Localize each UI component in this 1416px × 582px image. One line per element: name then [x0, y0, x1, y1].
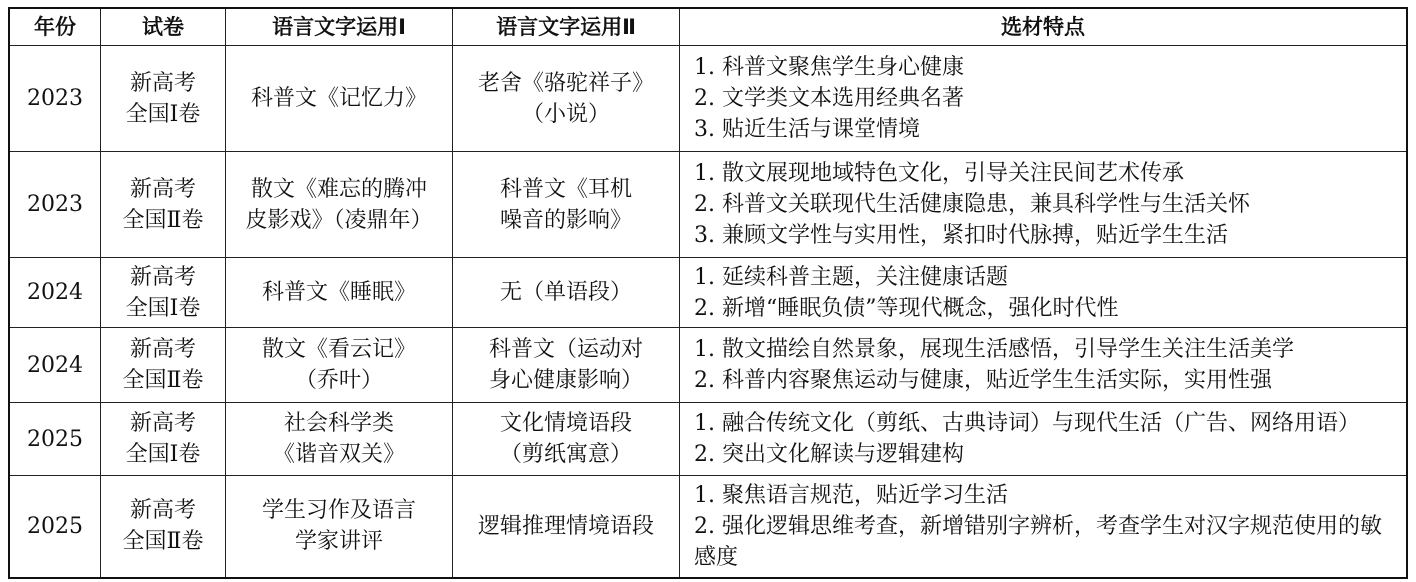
text2-line: 文化情境语段: [499, 411, 632, 436]
features-cell: [680, 328, 1408, 403]
paper-cell: [101, 476, 226, 578]
table-row: [9, 476, 1407, 578]
paper-line: 全国Ⅰ卷: [125, 101, 201, 127]
year-cell: 2023: [9, 152, 101, 258]
text1-cell: [226, 476, 453, 578]
table-row: [9, 258, 1407, 328]
header-paper: 试卷: [101, 8, 226, 46]
text2-line: 科普文（运动对: [488, 337, 643, 362]
text2-cell: [453, 403, 680, 476]
text1-line: 散文《难忘的腾冲: [250, 176, 427, 202]
text1-cell: [226, 328, 453, 403]
text2-line: 无（单语段）: [499, 280, 632, 305]
text2-line: （剪纸寓意）: [499, 442, 632, 467]
text2-line: 身心健康影响）: [488, 368, 643, 393]
feature-item: 1. 散文展现地域特色文化，引导关注民间艺术传承: [694, 161, 1184, 186]
paper-cell: [101, 46, 226, 152]
paper-cell: [101, 152, 226, 258]
header-year: 年份: [9, 8, 101, 46]
text2-cell: [453, 46, 680, 152]
text2-line: 噪音的影响》: [499, 207, 632, 233]
text2-cell: [453, 152, 680, 258]
text1-cell: [226, 403, 453, 476]
features-cell: [680, 258, 1408, 328]
feature-item: 3. 贴近生活与课堂情境: [694, 117, 920, 142]
table-row: [9, 152, 1407, 258]
exam-material-table: [8, 7, 1408, 579]
text1-line: 《谐音双关》: [272, 442, 405, 467]
paper-cell: [101, 258, 226, 328]
features-cell: [680, 152, 1408, 258]
paper-cell: [101, 328, 226, 403]
text2-cell: [453, 258, 680, 328]
text1-line: 学家讲评: [294, 529, 383, 555]
paper-line: 全国Ⅱ卷: [122, 207, 204, 233]
text1-line: 科普文《睡眠》: [261, 280, 416, 305]
features-cell: [680, 476, 1408, 578]
paper-line: 新高考: [129, 70, 196, 96]
header-features: 选材特点: [680, 8, 1408, 46]
feature-item: 1. 散文描绘自然景象，展现生活感悟，引导学生关注生活美学: [694, 337, 1294, 362]
feature-item: 1. 融合传统文化（剪纸、古典诗词）与现代生活（广告、网络用语）: [694, 411, 1360, 436]
feature-item: 1. 延续科普主题，关注健康话题: [694, 264, 1008, 290]
text1-line: （乔叶）: [294, 368, 383, 393]
header-text2: 语言文字运用Ⅱ: [453, 8, 680, 46]
feature-item: 1. 聚焦语言规范，贴近学习生活: [694, 482, 1008, 508]
feature-item: 3. 兼顾文学性与实用性，紧扣时代脉搏，贴近学生生活: [694, 223, 1228, 248]
text2-line: 科普文《耳机: [499, 176, 632, 202]
paper-line: 新高考: [129, 264, 196, 290]
year-cell: 2023: [9, 46, 101, 152]
text1-line: 社会科学类: [283, 411, 394, 436]
paper-line: 新高考: [129, 498, 196, 524]
year-cell: 2025: [9, 403, 101, 476]
paper-line: 新高考: [129, 176, 196, 202]
features-cell: [680, 403, 1408, 476]
header-row: [9, 8, 1407, 46]
feature-item: 1. 科普文聚焦学生身心健康: [694, 55, 964, 80]
text1-line: 皮影戏》（凌鼎年）: [245, 207, 433, 233]
paper-line: 全国Ⅰ卷: [125, 442, 201, 467]
feature-item: 2. 强化逻辑思维考查，新增错别字辨析，考查学生对汉字规范使用的敏感度: [694, 513, 1382, 570]
feature-item: 2. 突出文化解读与逻辑建构: [694, 442, 964, 467]
paper-cell: [101, 403, 226, 476]
feature-item: 2. 新增“睡眠负债”等现代概念，强化时代性: [694, 295, 1119, 321]
features-cell: [680, 46, 1408, 152]
paper-line: 全国Ⅱ卷: [122, 368, 204, 393]
table-row: [9, 46, 1407, 152]
paper-line: 新高考: [129, 337, 196, 362]
paper-line: 新高考: [129, 411, 196, 436]
text2-cell: [453, 476, 680, 578]
text1-line: 散文《看云记》: [261, 337, 416, 362]
header-text1: 语言文字运用Ⅰ: [226, 8, 453, 46]
year-cell: 2024: [9, 328, 101, 403]
text2-line: 老舍《骆驼祥子》: [477, 70, 654, 96]
year-cell: 2025: [9, 476, 101, 578]
table-row: [9, 328, 1407, 403]
feature-item: 2. 科普内容聚焦运动与健康，贴近学生生活实际，实用性强: [694, 368, 1272, 393]
feature-item: 2. 文学类文本选用经典名著: [694, 86, 964, 111]
text1-cell: [226, 152, 453, 258]
text2-line: 逻辑推理情境语段: [477, 513, 654, 539]
year-cell: 2024: [9, 258, 101, 328]
text1-line: 科普文《记忆力》: [250, 86, 427, 111]
paper-line: 全国Ⅱ卷: [122, 529, 204, 555]
text2-line: （小说）: [521, 101, 610, 127]
feature-item: 2. 科普文关联现代生活健康隐患，兼具科学性与生活关怀: [694, 192, 1250, 217]
table-row: [9, 403, 1407, 476]
text2-cell: [453, 328, 680, 403]
text1-cell: [226, 46, 453, 152]
paper-line: 全国Ⅰ卷: [125, 295, 201, 321]
text1-line: 学生习作及语言: [261, 498, 416, 524]
text1-cell: [226, 258, 453, 328]
